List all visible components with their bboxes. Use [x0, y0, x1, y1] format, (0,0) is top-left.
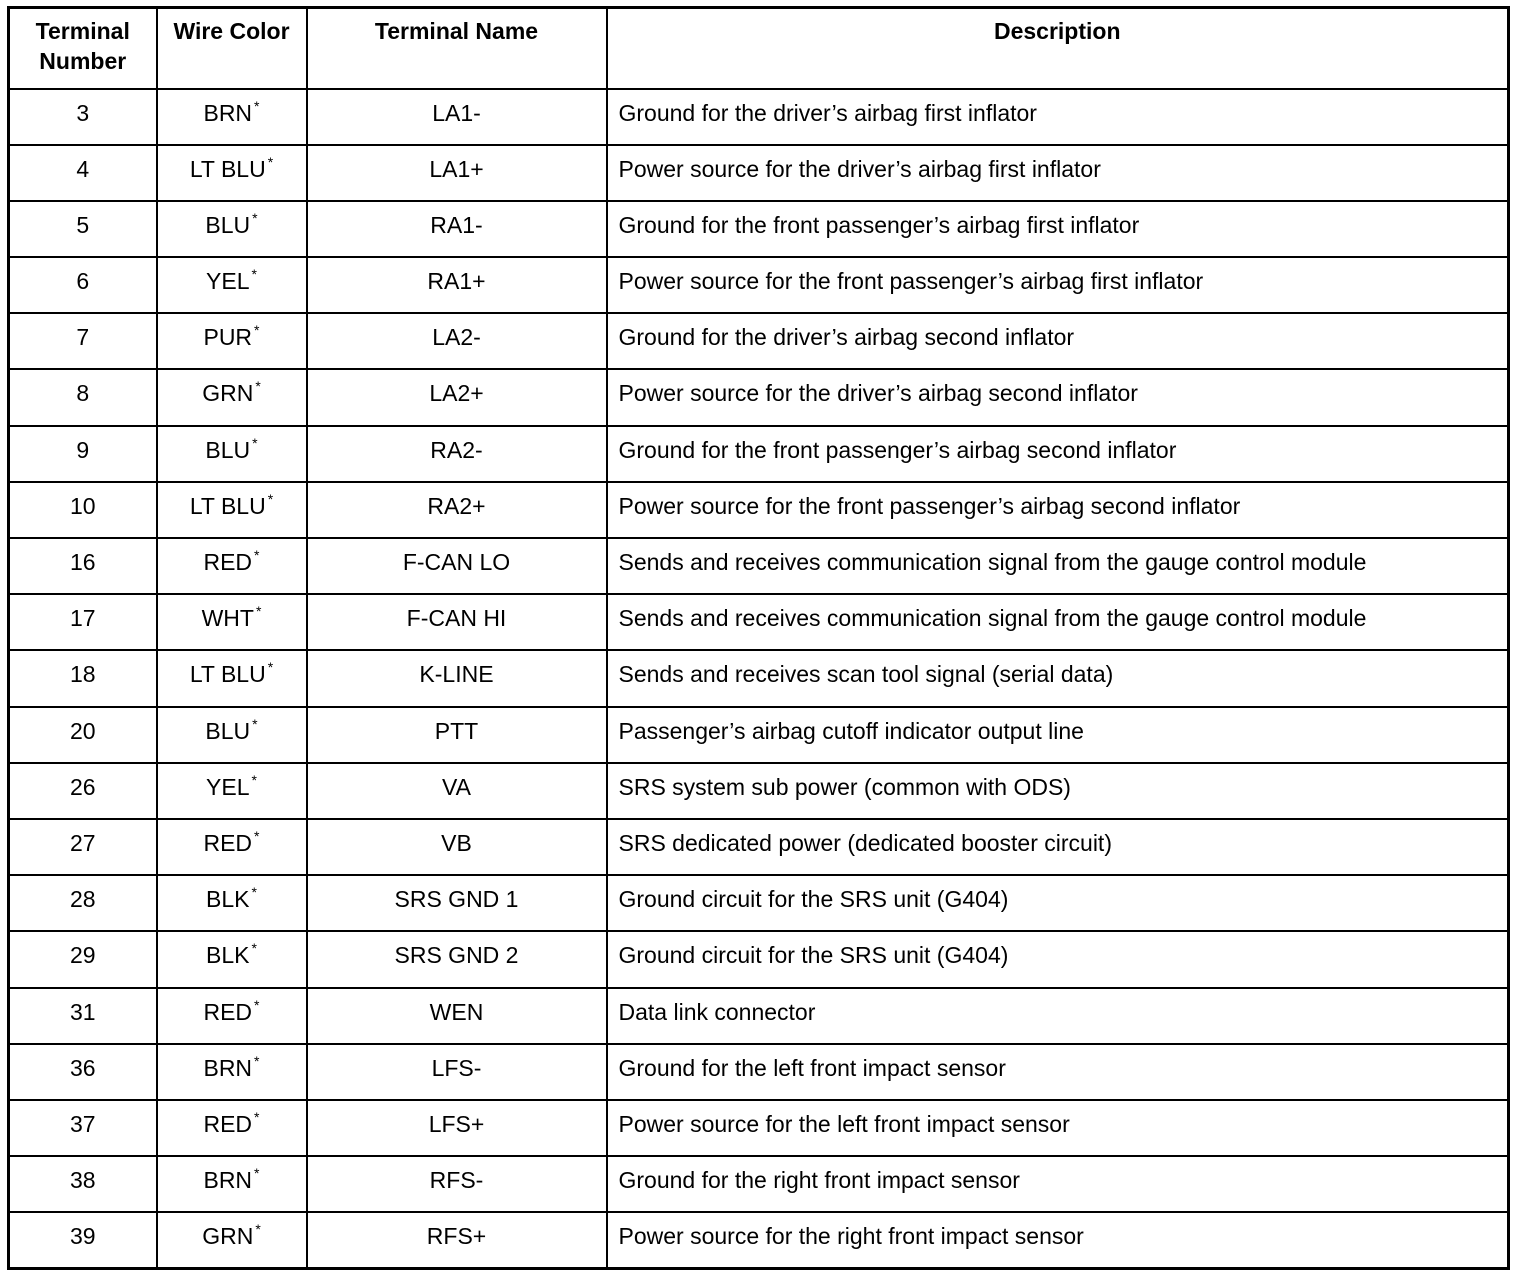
description-cell: SRS system sub power (common with ODS)	[607, 763, 1509, 819]
wire-color-cell	[157, 426, 307, 482]
terminal-number-cell: 20	[9, 707, 157, 763]
terminal-name-cell: LA1+	[307, 145, 607, 201]
description-cell: SRS dedicated power (dedicated booster circuit)	[607, 819, 1509, 875]
terminal-number-cell: 16	[9, 538, 157, 594]
terminal-number-cell: 18	[9, 650, 157, 706]
terminal-name-cell: LFS+	[307, 1100, 607, 1156]
wire-color-cell	[157, 1100, 307, 1156]
table-row	[9, 1156, 1509, 1212]
asterisk-mark: *	[254, 1108, 260, 1125]
terminal-name-cell: F-CAN HI	[307, 594, 607, 650]
terminal-number-cell: 10	[9, 482, 157, 538]
asterisk-mark: *	[252, 209, 258, 226]
table-row	[9, 763, 1509, 819]
terminal-number-cell: 9	[9, 426, 157, 482]
asterisk-mark: *	[251, 266, 257, 283]
description-cell: Power source for the right front impact sensor	[607, 1212, 1509, 1268]
terminal-number-cell: 39	[9, 1212, 157, 1268]
asterisk-mark: *	[254, 322, 260, 339]
wire-color-cell	[157, 763, 307, 819]
wire-color-cell	[157, 369, 307, 425]
table-row	[9, 931, 1509, 987]
asterisk-mark: *	[254, 827, 260, 844]
table-row	[9, 538, 1509, 594]
table-row	[9, 594, 1509, 650]
description-cell: Passenger’s airbag cutoff indicator output line	[607, 707, 1509, 763]
asterisk-mark: *	[254, 1165, 260, 1182]
table-row	[9, 369, 1509, 425]
asterisk-mark: *	[267, 659, 274, 676]
terminal-number-cell: 17	[9, 594, 157, 650]
table-row	[9, 89, 1509, 145]
header-wire-color: Wire Color	[157, 8, 307, 89]
wire-color-text: RED	[203, 829, 253, 856]
terminal-name-cell: RA1-	[307, 201, 607, 257]
terminal-number-cell: 3	[9, 89, 157, 145]
terminal-number-cell: 29	[9, 931, 157, 987]
terminal-name-cell: RA2+	[307, 482, 607, 538]
description-cell: Ground for the right front impact sensor	[607, 1156, 1509, 1212]
terminal-number-cell: 37	[9, 1100, 157, 1156]
asterisk-mark: *	[252, 434, 258, 451]
wire-color-text: BRN	[203, 99, 253, 126]
description-cell: Ground for the driver’s airbag first inflator	[607, 89, 1509, 145]
wire-color-text: BRN	[203, 1054, 253, 1081]
wire-color-text: RED	[203, 1110, 253, 1137]
terminal-name-cell: RFS+	[307, 1212, 607, 1268]
wire-color-cell	[157, 257, 307, 313]
description-cell: Ground for the left front impact sensor	[607, 1044, 1509, 1100]
table-row	[9, 426, 1509, 482]
table-row	[9, 1044, 1509, 1100]
wire-color-text: LT BLU	[189, 661, 266, 688]
wire-color-text: WHT	[201, 605, 254, 632]
asterisk-mark: *	[251, 884, 257, 901]
wire-color-text: BLU	[205, 211, 251, 238]
description-cell: Sends and receives communication signal from the gauge control module	[607, 594, 1509, 650]
wire-color-text: BLU	[205, 436, 251, 463]
asterisk-mark: *	[255, 603, 262, 620]
table-row	[9, 201, 1509, 257]
wire-color-cell	[157, 988, 307, 1044]
wire-color-cell	[157, 594, 307, 650]
description-cell: Power source for the driver’s airbag second inflator	[607, 369, 1509, 425]
table-row	[9, 257, 1509, 313]
terminal-name-cell: F-CAN LO	[307, 538, 607, 594]
wire-color-text: BLK	[206, 942, 250, 969]
table-row	[9, 1100, 1509, 1156]
terminal-name-cell: LA2-	[307, 313, 607, 369]
terminal-number-cell: 38	[9, 1156, 157, 1212]
wire-color-cell	[157, 819, 307, 875]
terminal-number-cell: 7	[9, 313, 157, 369]
table-row	[9, 650, 1509, 706]
terminal-number-cell: 5	[9, 201, 157, 257]
terminal-name-cell: VB	[307, 819, 607, 875]
asterisk-mark: *	[251, 940, 257, 957]
terminal-number-cell: 31	[9, 988, 157, 1044]
terminal-table	[7, 6, 1510, 1270]
description-cell: Sends and receives scan tool signal (serial data)	[607, 650, 1509, 706]
table-row	[9, 145, 1509, 201]
description-cell: Power source for the driver’s airbag first inflator	[607, 145, 1509, 201]
wire-color-cell	[157, 875, 307, 931]
terminal-name-cell: VA	[307, 763, 607, 819]
terminal-number-cell: 36	[9, 1044, 157, 1100]
wire-color-cell	[157, 482, 307, 538]
terminal-name-cell: RA2-	[307, 426, 607, 482]
table-row	[9, 482, 1509, 538]
wire-color-text: YEL	[206, 773, 250, 800]
wire-color-cell	[157, 931, 307, 987]
wire-color-text: GRN	[202, 380, 254, 407]
asterisk-mark: *	[252, 715, 258, 732]
asterisk-mark: *	[251, 771, 257, 788]
wire-color-cell	[157, 1044, 307, 1100]
wire-color-text: BLU	[205, 717, 251, 744]
terminal-name-cell: RFS-	[307, 1156, 607, 1212]
terminal-number-cell: 26	[9, 763, 157, 819]
description-cell: Data link connector	[607, 988, 1509, 1044]
wire-color-text: RED	[203, 549, 253, 575]
table-row	[9, 875, 1509, 931]
wire-color-text: RED	[203, 998, 253, 1025]
terminal-number-cell: 4	[9, 145, 157, 201]
wire-color-cell	[157, 89, 307, 145]
wire-color-text: BLK	[206, 886, 250, 913]
description-cell: Ground for the driver’s airbag second inflator	[607, 313, 1509, 369]
description-cell: Ground circuit for the SRS unit (G404)	[607, 931, 1509, 987]
terminal-name-cell: SRS GND 2	[307, 931, 607, 987]
wire-color-cell	[157, 1212, 307, 1268]
terminal-name-cell: LA1-	[307, 89, 607, 145]
wire-color-text: PUR	[203, 324, 253, 351]
terminal-number-cell: 27	[9, 819, 157, 875]
wire-color-cell	[157, 650, 307, 706]
wire-color-text: LT BLU	[189, 492, 266, 519]
description-cell: Power source for the left front impact sensor	[607, 1100, 1509, 1156]
asterisk-mark: *	[267, 153, 274, 170]
description-cell: Power source for the front passenger’s airbag first inflator	[607, 257, 1509, 313]
terminal-number-cell: 28	[9, 875, 157, 931]
asterisk-mark: *	[254, 97, 260, 114]
table-row	[9, 819, 1509, 875]
table-row	[9, 988, 1509, 1044]
wire-color-cell	[157, 707, 307, 763]
terminal-name-cell: PTT	[307, 707, 607, 763]
asterisk-mark: *	[255, 378, 261, 395]
asterisk-mark: *	[255, 1221, 261, 1238]
terminal-name-cell: SRS GND 1	[307, 875, 607, 931]
header-row	[9, 8, 1509, 89]
header-description: Description	[607, 8, 1509, 89]
header-terminal-name: Terminal Name	[307, 8, 607, 89]
asterisk-mark: *	[254, 547, 260, 563]
wire-color-text: LT BLU	[189, 155, 266, 182]
wire-color-cell	[157, 313, 307, 369]
table-body	[9, 89, 1509, 1269]
table-row	[9, 313, 1509, 369]
terminal-name-cell: LFS-	[307, 1044, 607, 1100]
description-cell: Ground circuit for the SRS unit (G404)	[607, 875, 1509, 931]
terminal-number-cell: 8	[9, 369, 157, 425]
description-cell: Power source for the front passenger’s airbag second inflator	[607, 482, 1509, 538]
wire-color-cell	[157, 1156, 307, 1212]
description-cell: Ground for the front passenger’s airbag first inflator	[607, 201, 1509, 257]
wire-color-text: GRN	[202, 1223, 254, 1250]
table-row	[9, 707, 1509, 763]
wire-color-text: YEL	[206, 268, 250, 295]
asterisk-mark: *	[267, 490, 274, 507]
wire-color-text: BRN	[203, 1167, 253, 1194]
description-cell: Ground for the front passenger’s airbag second inflator	[607, 426, 1509, 482]
asterisk-mark: *	[254, 996, 260, 1013]
table-row	[9, 1212, 1509, 1268]
header-terminal-number: Terminal Number	[9, 8, 157, 89]
wire-color-cell	[157, 538, 307, 594]
terminal-name-cell: WEN	[307, 988, 607, 1044]
wire-color-cell	[157, 145, 307, 201]
terminal-name-cell: K-LINE	[307, 650, 607, 706]
asterisk-mark: *	[254, 1052, 260, 1069]
description-cell: Sends and receives communication signal from the gauge control module	[607, 538, 1509, 594]
terminal-name-cell: LA2+	[307, 369, 607, 425]
terminal-number-cell: 6	[9, 257, 157, 313]
terminal-name-cell: RA1+	[307, 257, 607, 313]
wire-color-cell	[157, 201, 307, 257]
